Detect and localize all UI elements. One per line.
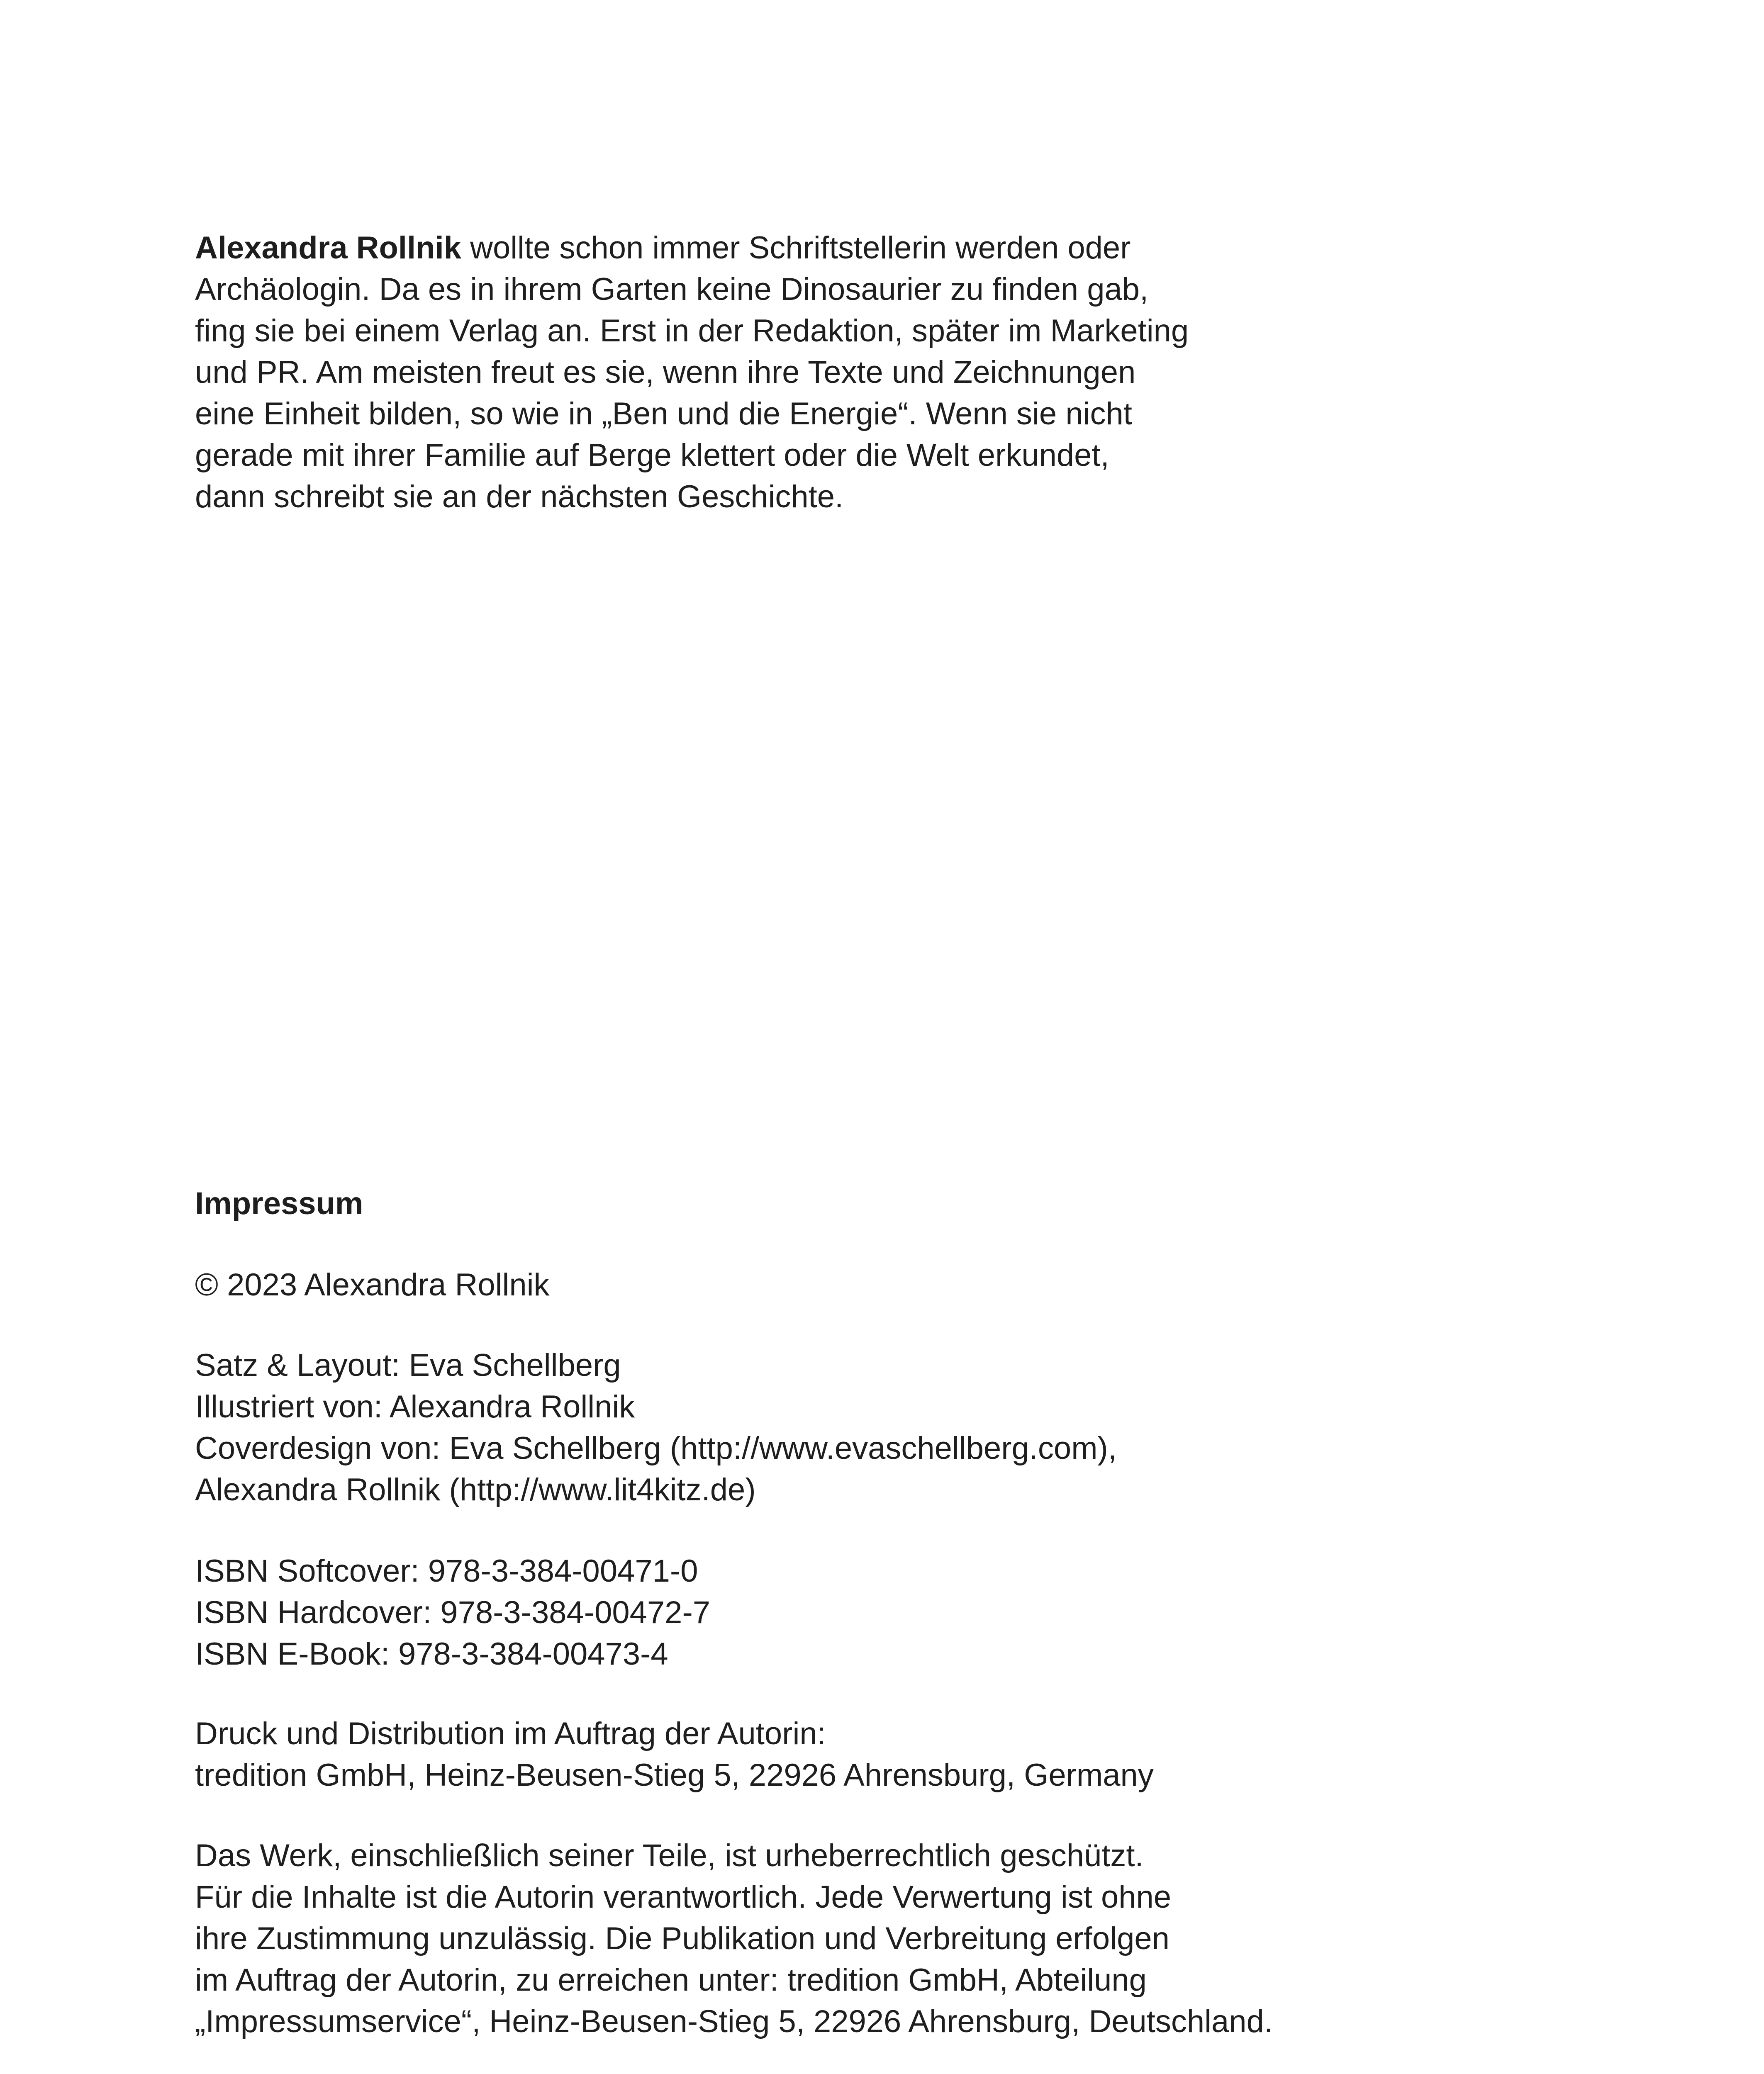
print-distribution: [195, 1713, 1647, 1796]
credit-illustration: Illustriert von: Alexandra Rollnik: [195, 1389, 635, 1424]
credit-cover-design: Coverdesign von: Eva Schellberg (http://www.evaschellberg.com),: [195, 1431, 1117, 1466]
copyright-notice: © 2023 Alexandra Rollnik: [195, 1267, 550, 1302]
legal-line-4: im Auftrag der Autorin, zu erreichen unter: tredition GmbH, Abteilung: [195, 1962, 1147, 1998]
impressum-heading: Impressum: [195, 1186, 363, 1221]
author-name: Alexandra Rollnik: [195, 230, 461, 265]
isbn-ebook: ISBN E-Book: 978-3-384-00473-4: [195, 1636, 668, 1672]
author-bio: [195, 227, 1647, 518]
bio-line-4: und PR. Am meisten freut es sie, wenn ihre Texte und Zeichnungen: [195, 355, 1136, 390]
credit-cover-design-cont: Alexandra Rollnik (http://www.lit4kitz.de): [195, 1472, 756, 1507]
bio-line-3: fing sie bei einem Verlag an. Erst in der Redaktion, später im Marketing: [195, 313, 1189, 348]
print-line-2: tredition GmbH, Heinz-Beusen-Stieg 5, 22926 Ahrensburg, Germany: [195, 1758, 1154, 1793]
isbn-hardcover: ISBN Hardcover: 978-3-384-00472-7: [195, 1595, 711, 1630]
print-line-1: Druck und Distribution im Auftrag der Autorin:: [195, 1716, 826, 1751]
isbn-list: [195, 1551, 1647, 1675]
legal-line-3: ihre Zustimmung unzulässig. Die Publikation und Verbreitung erfolgen: [195, 1921, 1170, 1956]
bio-line-5: eine Einheit bilden, so wie in „Ben und die Energie“. Wenn sie nicht: [195, 396, 1132, 431]
bio-line-2: Archäologin. Da es in ihrem Garten keine Dinosaurier zu finden gab,: [195, 272, 1149, 307]
bio-line-7: dann schreibt sie an der nächsten Geschichte.: [195, 479, 844, 514]
legal-notice: [195, 1835, 1647, 2042]
credits: [195, 1345, 1647, 1511]
bio-line-1: [195, 227, 1647, 269]
isbn-softcover: ISBN Softcover: 978-3-384-00471-0: [195, 1553, 698, 1589]
legal-line-1: Das Werk, einschließlich seiner Teile, ist urheberrechtlich geschützt.: [195, 1838, 1144, 1873]
credit-layout: Satz & Layout: Eva Schellberg: [195, 1348, 621, 1383]
legal-line-2: Für die Inhalte ist die Autorin verantwortlich. Jede Verwertung ist ohne: [195, 1879, 1172, 1915]
bio-line-1-text: wollte schon immer Schriftstellerin werden oder: [461, 230, 1131, 265]
legal-line-5: „Impressumservice“, Heinz-Beusen-Stieg 5, 22926 Ahrensburg, Deutschland.: [195, 2004, 1273, 2039]
bio-line-6: gerade mit ihrer Familie auf Berge klettert oder die Welt erkundet,: [195, 438, 1109, 473]
